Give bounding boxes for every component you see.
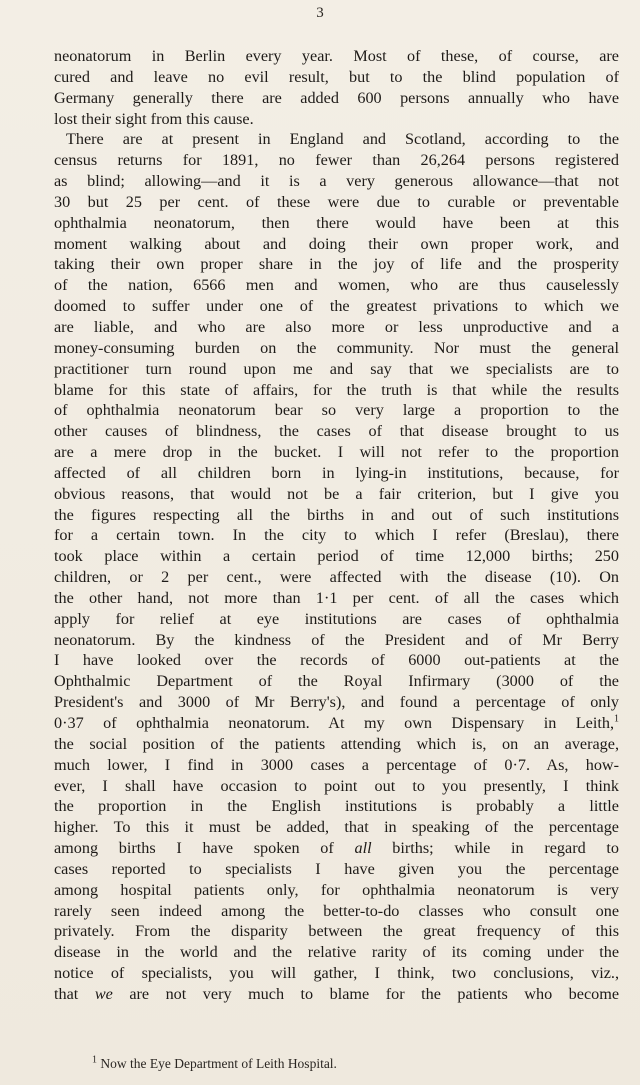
- footnote-text: Now the Eye Department of Leith Hospital.: [100, 1056, 337, 1071]
- text-line: practitioner turn round upon me and say that we specialists are to: [54, 359, 619, 378]
- text-line: There are at present in England and Scotland, according to the: [66, 130, 619, 149]
- text-line: obvious reasons, that would not be a fair criterion, but I give you: [54, 484, 619, 503]
- text-line: ever, I shall have occasion to point out to you presently, I think: [54, 776, 619, 795]
- text-line: President's and 3000 of Mr Berry's), and found a percentage of only: [54, 693, 619, 712]
- text-line: are a mere drop in the bucket. I will not refer to the proportion: [54, 443, 619, 462]
- text-line: among hospital patients only, for ophthalmia neonatorum is very: [54, 880, 619, 899]
- footnote-marker: 1: [92, 1054, 97, 1066]
- text-line: the other hand, not more than 1·1 per cent. of all the cases which: [54, 588, 619, 607]
- text-line: lost their sight from this cause.: [54, 109, 254, 128]
- text-line: blame for this state of affairs, for the truth is that while the results: [54, 380, 619, 399]
- text-line: of ophthalmia neonatorum bear so very large a proportion to the: [54, 401, 619, 420]
- text-line: the figures respecting all the births in and out of such institutions: [54, 505, 619, 524]
- text-line: are liable, and who are also more or less unproductive and a: [54, 317, 619, 336]
- text-line: privately. From the disparity between the great frequency of this: [54, 922, 619, 941]
- text-line: as blind; allowing—and it is a very generous allowance—that not: [54, 172, 619, 191]
- text-line: cured and leave no evil result, but to the blind population of: [54, 67, 619, 86]
- text-line: ophthalmia neonatorum, then there would have been at this: [54, 213, 619, 232]
- page-number: 3: [316, 5, 324, 21]
- text-line: disease in the world and the relative rarity of its coming under the: [54, 943, 619, 962]
- text-line: affected of all children born in lying-in institutions, because, for: [54, 463, 619, 482]
- text-line: the social position of the patients attending which is, on an average,: [54, 734, 619, 753]
- footnote-reference: 1: [614, 713, 619, 725]
- text-line: took place within a certain period of time 12,000 births; 250: [54, 547, 619, 566]
- text-line: Germany generally there are added 600 persons annually who have: [54, 88, 619, 107]
- text-line: apply for relief at eye institutions are cases of ophthalmia: [54, 609, 619, 628]
- text-line: cases reported to specialists I have given you the percentage: [54, 859, 619, 878]
- text-line: the proportion in the English institutions is probably a little: [54, 797, 619, 816]
- text-line: doomed to suffer under one of the greatest privations to which we: [54, 297, 619, 316]
- text-line: neonatorum in Berlin every year. Most of these, of course, are: [54, 47, 619, 65]
- text-line: notice of specialists, you will gather, I think, two conclusions, viz.,: [54, 964, 619, 983]
- text-line: 30 but 25 per cent. of these were due to curable or preventable: [54, 192, 619, 211]
- footnote: [92, 1056, 337, 1072]
- emphasized-word: all: [354, 839, 372, 858]
- text-line: neonatorum. By the kindness of the President and of Mr Berry: [54, 630, 619, 649]
- text-segment: births; while in regard to: [371, 839, 619, 858]
- text-line: moment walking about and doing their own proper work, and: [54, 234, 619, 253]
- body-text: [54, 46, 619, 1005]
- text-line: I have looked over the records of 6000 out-patients at the: [54, 651, 619, 670]
- text-line: other causes of blindness, the cases of that disease brought to us: [54, 422, 619, 441]
- text-segment: are not very much to blame for the patients who become: [112, 984, 620, 1003]
- text-line: much lower, I find in 3000 cases a percentage of 0·7. As, how-: [54, 755, 619, 774]
- text-line: children, or 2 per cent., were affected with the disease (10). On: [54, 568, 619, 587]
- text-line: taking their own proper share in the joy of life and the prosperity: [54, 255, 619, 274]
- text-line: census returns for 1891, no fewer than 26,264 persons registered: [54, 151, 619, 170]
- text-line: Ophthalmic Department of the Royal Infirmary (3000 of the: [54, 672, 619, 691]
- text-line: rarely seen indeed among the better-to-do classes who consult one: [54, 901, 619, 920]
- text-line: for a certain town. In the city to which I refer (Breslau), there: [54, 526, 619, 545]
- text-line-with-emphasis: [54, 838, 619, 859]
- text-segment: that: [54, 984, 79, 1003]
- text-line-with-footnote-ref: [54, 713, 619, 734]
- text-line: higher. To this it must be added, that in speaking of the percentage: [54, 818, 619, 837]
- text-line-content: 0·37 of ophthalmia neonatorum. At my own Dispensary in Leith,: [54, 714, 614, 732]
- text-line: money-consuming burden on the community. Nor must the general: [54, 338, 619, 357]
- text-segment: among births I have spoken of: [54, 839, 334, 858]
- emphasized-word: we: [94, 984, 113, 1003]
- text-line: of the nation, 6566 men and women, who are thus causelessly: [54, 276, 619, 295]
- text-line-with-emphasis: [54, 984, 619, 1005]
